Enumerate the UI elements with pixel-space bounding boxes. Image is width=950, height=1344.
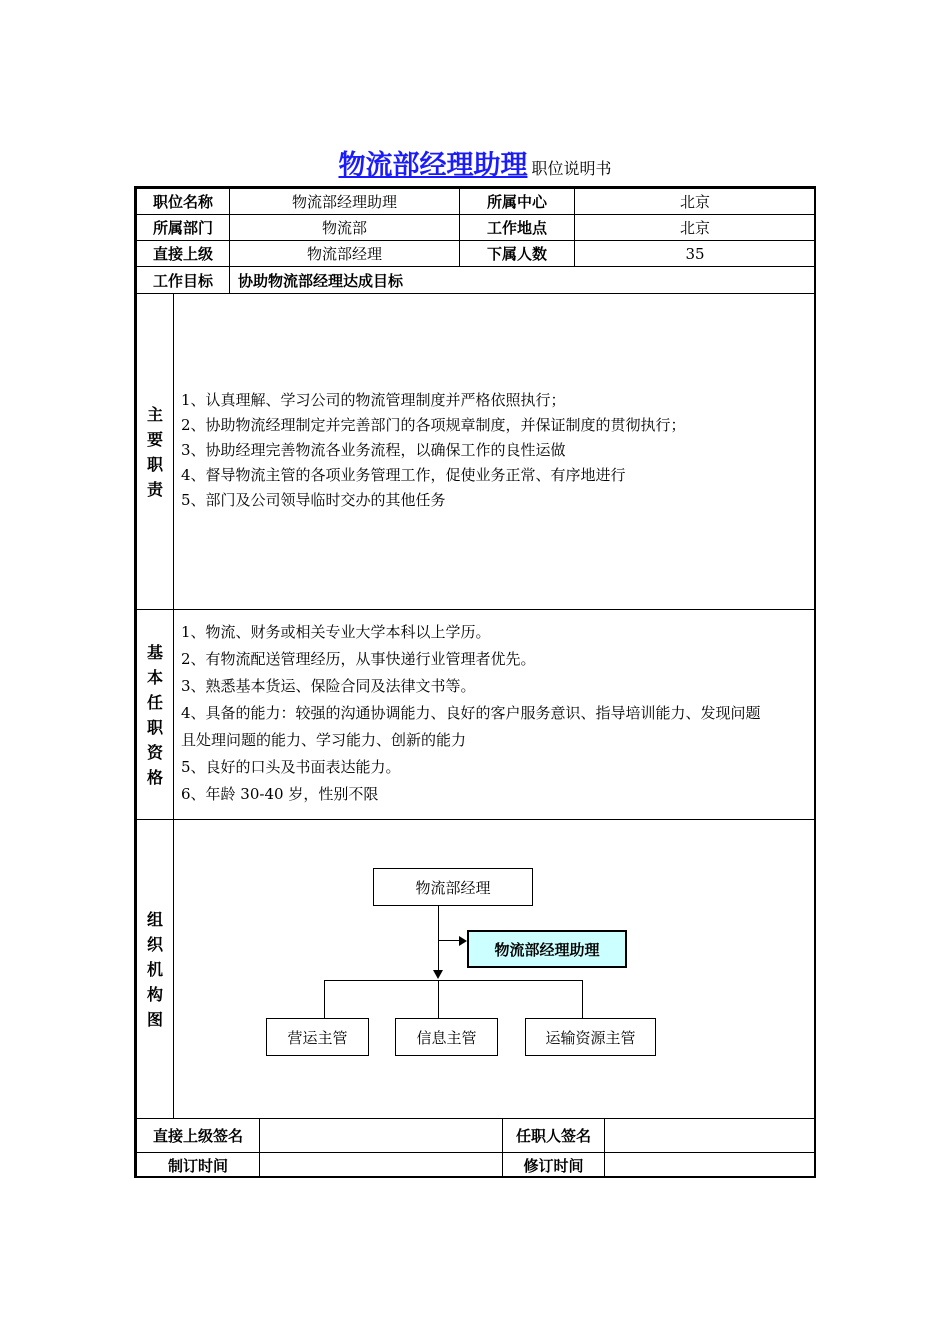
duty-item: 2、协助物流经理制定并完善部门的各项规章制度，并保证制度的贯彻执行； [181, 416, 686, 434]
qualifications-list [181, 620, 761, 809]
qual-label-char: 本 [146, 667, 163, 687]
superior-sign-field[interactable] [259, 1118, 503, 1153]
qualification-item: 3、熟悉基本货运、保险合同及法律文书等。 [181, 677, 476, 695]
org-sub-box-2: 信息主管 [395, 1018, 498, 1056]
org-chart-label [136, 819, 174, 1119]
qualifications-label [136, 609, 174, 820]
location-label: 工作地点 [459, 214, 575, 241]
center-value: 北京 [574, 188, 816, 215]
title-sub: 职位说明书 [531, 159, 612, 178]
superior-value: 物流部经理 [229, 240, 460, 267]
org-sub-box-3: 运输资源主管 [525, 1018, 656, 1056]
qualification-item: 4、具备的能力：较强的沟通协调能力、良好的客户服务意识、指导培训能力、发现问题 [181, 704, 761, 722]
position-name-label: 职位名称 [136, 188, 230, 215]
org-sub-box-1: 营运主管 [266, 1018, 369, 1056]
employee-sign-label: 任职人签名 [502, 1118, 605, 1153]
qualification-item: 2、有物流配送管理经历，从事快递行业管理者优先。 [181, 650, 536, 668]
qual-label-char: 格 [146, 767, 163, 787]
duties-label [136, 293, 174, 610]
qualification-item: 6、年龄 30-40 岁，性别不限 [181, 785, 379, 803]
org-connector-vertical [438, 906, 439, 970]
duty-item: 1、认真理解、学习公司的物流管理制度并严格依照执行； [181, 391, 566, 409]
qual-label-char: 基 [146, 642, 163, 662]
qual-label-char: 资 [146, 742, 163, 762]
org-connector-drop-1 [324, 980, 325, 1018]
superior-label: 直接上级 [136, 240, 230, 267]
duties-list [181, 388, 686, 513]
org-label-char: 组 [146, 909, 163, 929]
org-label-char: 图 [146, 1009, 163, 1029]
org-manager-box: 物流部经理 [373, 868, 533, 906]
job-description-table [134, 186, 816, 1178]
title-main[interactable]: 物流部经理助理 [338, 150, 528, 181]
org-label-char: 织 [146, 934, 163, 954]
duties-label-char: 主 [146, 404, 163, 424]
superior-sign-label: 直接上级签名 [136, 1118, 260, 1153]
org-connector-drop-3 [582, 980, 583, 1018]
duties-label-char: 职 [146, 454, 163, 474]
subordinates-label: 下属人数 [459, 240, 575, 267]
org-assistant-box: 物流部经理助理 [467, 930, 627, 968]
duty-item: 3、协助经理完善物流各业务流程，以确保工作的良性运做 [181, 441, 566, 459]
org-label-char: 构 [146, 984, 163, 1004]
document-title [0, 143, 950, 182]
subordinates-value: 35 [574, 240, 816, 267]
duty-item: 4、督导物流主管的各项业务管理工作，促使业务正常、有序地进行 [181, 466, 626, 484]
goal-value: 协助物流部经理达成目标 [229, 266, 816, 294]
arrow-down-icon [433, 970, 443, 979]
created-date-field[interactable] [259, 1152, 503, 1178]
position-name-value: 物流部经理助理 [229, 188, 460, 215]
department-label: 所属部门 [136, 214, 230, 241]
qual-label-char: 职 [146, 717, 163, 737]
org-chart-cell [173, 819, 816, 1119]
duties-label-char: 要 [146, 429, 163, 449]
duties-label-char: 责 [146, 479, 163, 499]
qualification-item: 1、物流、财务或相关专业大学本科以上学历。 [181, 623, 491, 641]
center-label: 所属中心 [459, 188, 575, 215]
org-label-char: 机 [146, 959, 163, 979]
revised-date-label: 修订时间 [502, 1152, 605, 1178]
created-date-label: 制订时间 [136, 1152, 260, 1178]
employee-sign-field[interactable] [604, 1118, 816, 1153]
org-connector-horizontal [324, 980, 583, 981]
qualification-item: 5、良好的口头及书面表达能力。 [181, 758, 401, 776]
org-connector-drop-2 [438, 980, 439, 1018]
location-value: 北京 [574, 214, 816, 241]
revised-date-field[interactable] [604, 1152, 816, 1178]
arrow-right-icon [459, 936, 467, 946]
department-value: 物流部 [229, 214, 460, 241]
qual-label-char: 任 [146, 692, 163, 712]
duty-item: 5、部门及公司领导临时交办的其他任务 [181, 491, 446, 509]
goal-label: 工作目标 [136, 266, 230, 294]
qualification-item: 且处理问题的能力、学习能力、创新的能力 [181, 731, 467, 749]
